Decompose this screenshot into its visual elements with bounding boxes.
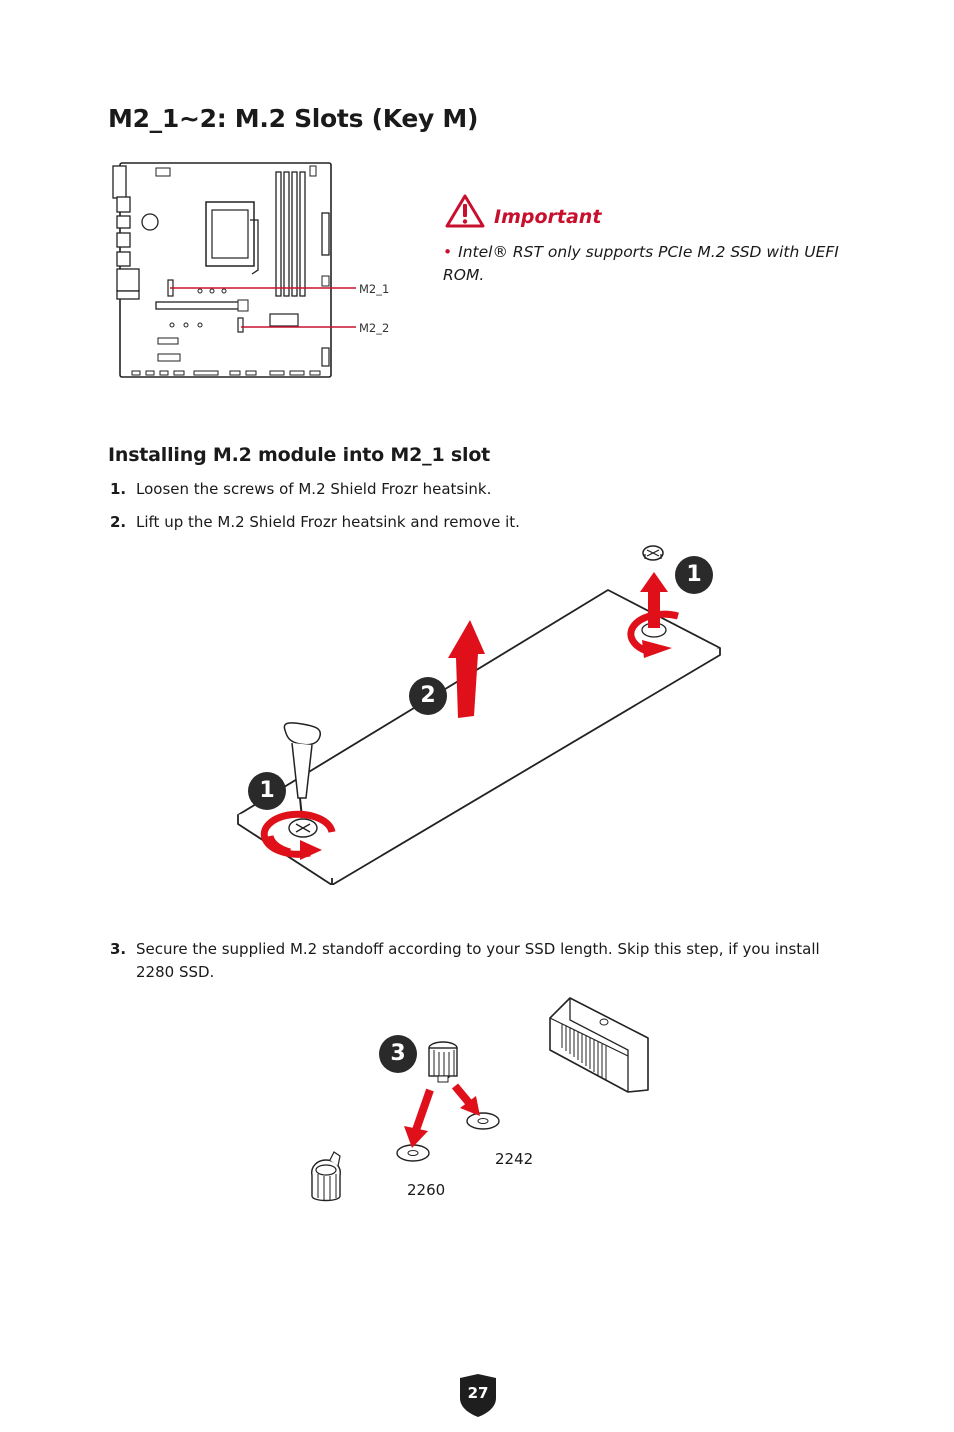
m2-2-label: M2_2 (359, 321, 390, 335)
step-1 (110, 478, 830, 501)
motherboard-diagram (100, 158, 410, 383)
step-3-number: 3. (110, 940, 127, 958)
step-badge-1-top: 1 (675, 556, 713, 594)
heatsink-removal-figure (230, 540, 730, 885)
step-badge-3: 3 (379, 1035, 417, 1073)
step-1-number: 1. (110, 480, 127, 498)
important-title: Important (494, 206, 602, 228)
page-number-badge (458, 1372, 498, 1418)
step-1-text: Loosen the screws of M.2 Shield Frozr heatsink. (136, 480, 492, 498)
standoff-figure (300, 990, 660, 1215)
page-number: 27 (467, 1384, 489, 1402)
step-2-text: Lift up the M.2 Shield Frozr heatsink and remove it. (136, 513, 520, 531)
bullet-marker: • (443, 243, 453, 261)
page-title: M2_1~2: M.2 Slots (Key M) (108, 104, 479, 133)
section-title: Installing M.2 module into M2_1 slot (108, 444, 491, 466)
warning-icon (444, 193, 486, 229)
important-text: Intel® RST only supports PCIe M.2 SSD with UEFI ROM. (443, 243, 839, 284)
step-2-number: 2. (110, 513, 127, 531)
step-badge-2: 2 (409, 677, 447, 715)
step-2 (110, 511, 830, 534)
important-note (443, 241, 843, 287)
step-3-text: Secure the supplied M.2 standoff according to your SSD length. Skip this step, if you install 2280 SSD. (136, 940, 820, 981)
step-badge-1-left: 1 (248, 772, 286, 810)
length-2242-label: 2242 (495, 1150, 534, 1168)
step-3 (110, 938, 830, 984)
m2-1-label: M2_1 (359, 282, 390, 296)
length-2260-label: 2260 (407, 1181, 446, 1199)
